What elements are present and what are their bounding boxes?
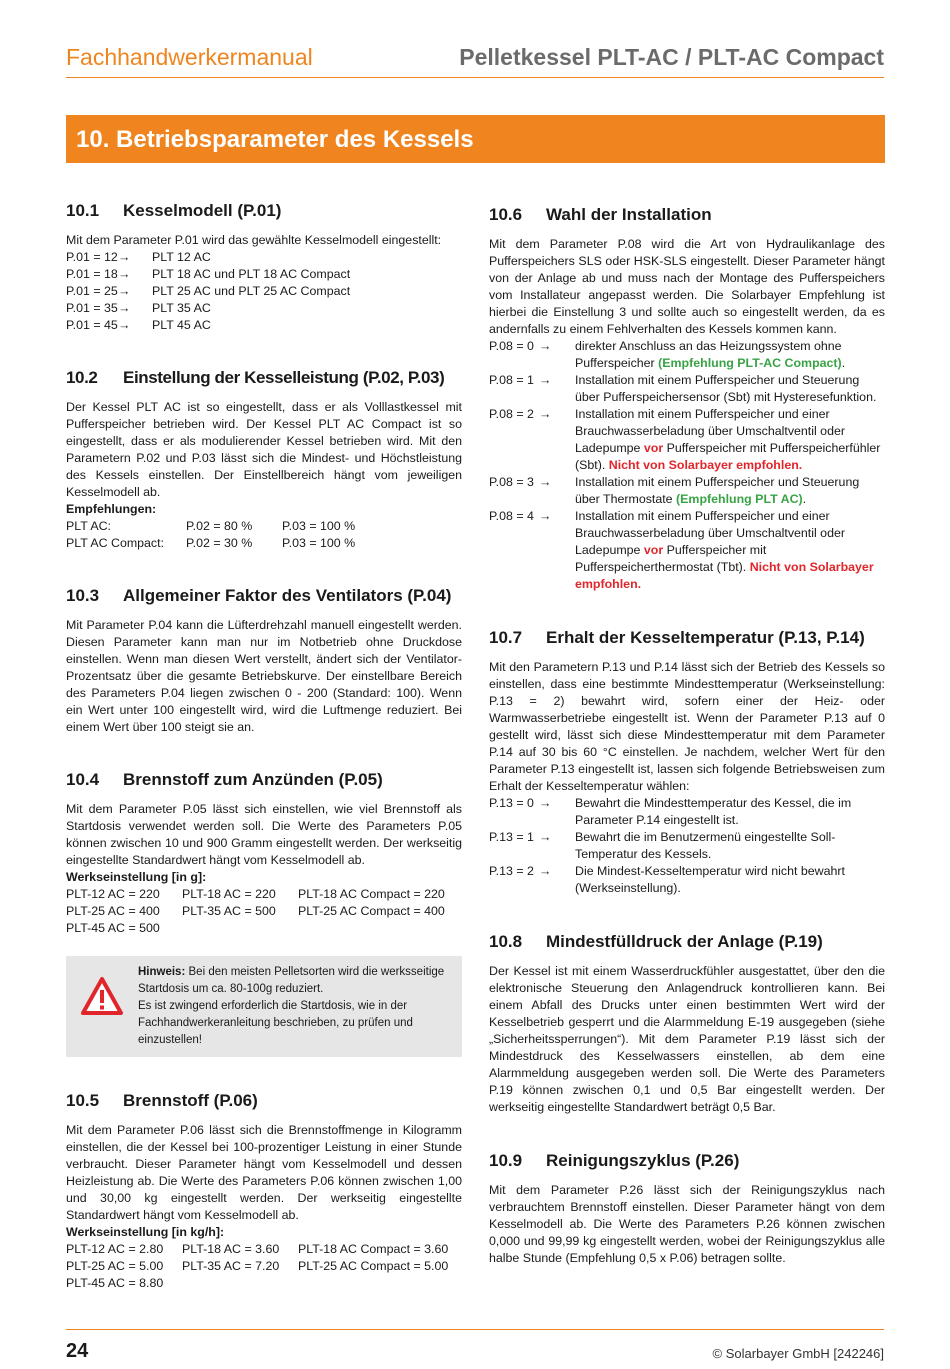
header-left-title: Fachhandwerkermanual [66, 44, 313, 70]
footer-divider [66, 1329, 884, 1330]
section-text: Mit den Parametern P.13 und P.14 lässt sich der Betrieb des Kessels so einstellen, dass eine bestimmte Mindesttemperatur (Werkseinstellung: P.13 = 2) bewahrt wird, sofern einer der Heiz- oder Warmwasserbetriebe eingestellt ist. Wenn der Parameter P.13 auf 0 gestellt wird, lässt sich diese Mindesttemperatur mit dem Parameter P.14 auf 30 bis 60 °C einstellen. Je nachdem, welcher Wert für den Parameter P.13 eingestellt ist, lassen sich folgende Betriebsweisen zum Erhalt der Kesseltemperatur wählen: [489, 660, 885, 793]
recommendations-table: PLT AC: P.02 = 80 % P.03 = 100 % PLT AC Compact: P.02 = 30 % P.03 = 100 % [66, 519, 356, 550]
list-item: P.01 = 12 → PLT 12 AC [66, 250, 211, 264]
warning-icon [80, 976, 124, 1016]
factory-values: PLT-12 AC = 2.80 PLT-18 AC = 3.60 PLT-18 AC Compact = 3.60 PLT-25 AC = 5.00 PLT-35 AC = 7.20 PLT-25 AC Compact = 5.00 PLT-45 AC = 8.80 [66, 1242, 449, 1290]
list-item: P.13 = 1 → Bewahrt die im Benutzermenü eingestellte Soll-Temperatur des Kessels. [489, 830, 836, 861]
section-text: Mit dem Parameter P.06 lässt sich die Brennstoffmenge in Kilogramm einstellen, die der Kessel bei 100-prozentiger Leistung in einer Stunde verbraucht. Dieser Parameter hängt vom Kesselmodell und dessen Heizleistung ab. Die Werte des Parameters P.06 können zwischen 1,00 und 30,00 kg eingestellt werden. Der werkseitig eingestellte Standardwert hängt vom Kesselmodell ab. [66, 1123, 462, 1222]
page-number: 24 [66, 1340, 89, 1362]
section-heading: 10.9 Reinigungszyklus (P.26) [489, 1151, 740, 1170]
section-heading: 10.5 Brennstoff (P.06) [66, 1091, 258, 1110]
section-heading: 10.3 Allgemeiner Faktor des Ventilators (P.04) [66, 586, 452, 605]
list-item: P.01 = 25 → PLT 25 AC und PLT 25 AC Compact [66, 284, 351, 298]
left-column [66, 200, 462, 1292]
list-item: P.01 = 18 → PLT 18 AC und PLT 18 AC Compact [66, 267, 351, 281]
list-item: P.08 = 3 → Installation mit einem Pufferspeicher und Steuerung über Thermostate (Empfehlung PLT AC). [489, 475, 860, 506]
list-item: P.08 = 1 → Installation mit einem Pufferspeicher und Steuerung über Pufferspeichersensor (Sbt) mit Hysteresefunktion. [489, 373, 877, 404]
section-text: Der Kessel PLT AC ist so eingestellt, dass er als Volllastkessel mit Pufferspeicher betrieben wird. Der Kessel PLT AC Compact ist so eingestellt, dass er als modulierender Kessel betrieben wird. Mit den Parametern P.02 und P.03 lässt sich die Mindest- und Höchstleistung des Kessels einstellen. Der Einstellbereich hängt vom jeweiligen Kesselmodell ab. [66, 400, 462, 499]
chapter-title: 10. Betriebsparameter des Kessels [76, 126, 474, 153]
section-heading: 10.7 Erhalt der Kesseltemperatur (P.13, P.14) [489, 628, 865, 647]
copyright: © Solarbayer GmbH [242246] [712, 1346, 884, 1361]
factory-label: Werkseinstellung [in kg/h]: [66, 1225, 225, 1239]
chapter-banner [66, 115, 885, 163]
section-heading: 10.4 Brennstoff zum Anzünden (P.05) [66, 770, 383, 789]
list-item: P.01 = 45 → PLT 45 AC [66, 318, 211, 332]
section-heading: 10.8 Mindestfülldruck der Anlage (P.19) [489, 932, 823, 951]
factory-label: Werkseinstellung [in g]: [66, 870, 207, 884]
list-item: P.13 = 2 → Die Mindest-Kesseltemperatur wird nicht bewahrt (Werkseinstellung). [489, 864, 845, 895]
section-heading: 10.2 Einstellung der Kesselleistung (P.02, P.03) [66, 368, 445, 387]
list-item: P.08 = 4 → Installation mit einem Pufferspeicher und einer Brauchwasserbeladung über Umschaltventil oder Ladepumpe vor Pufferspeicher mit Pufferspeicherthermostat (Tbt). Nicht von Solarbayer empfohlen. [489, 509, 874, 591]
section-text: Mit dem Parameter P.26 lässt sich der Reinigungszyklus nach verbrauchtem Brennstoff einstellen. Dieser Parameter hängt von dem Kesselmodell ab. Die Werte des Parameters P.26 können zwischen 0,000 und 99,99 kg eingestellt werden, wobei der Reinigungszyklus alle halbe Stunde (Empfehlung 0,5 x P.06) betragen sollte. [489, 1183, 885, 1265]
section-text: Mit dem Parameter P.01 wird das gewählte Kesselmodell eingestellt: [66, 233, 442, 247]
right-column [489, 204, 885, 1267]
list-item: P.08 = 0 → direkter Anschluss an das Heizungssystem ohne Pufferspeicher (Empfehlung PLT-AC Compact). [489, 339, 846, 370]
section-heading: 10.1 Kesselmodell (P.01) [66, 201, 282, 220]
list-item: P.13 = 0 → Bewahrt die Mindesttemperatur des Kessel, die im Parameter P.14 eingestellt ist. [489, 796, 852, 827]
warning-note: Hinweis: Bei den meisten Pelletsorten wird die werksseitige Startdosis um ca. 80-100g reduziert. Es ist zwingend erforderlich die Startdosis, wie in der Fachhandwerkeranleitung beschrieben, zu prüfen und einzustellen! [66, 956, 462, 1057]
section-text: Mit dem Parameter P.08 wird die Art von Hydraulikanlage des Pufferspeichers SLS oder HSK-SLS eingestellt. Dieser Parameter hängt von der Anlage ab und muss nach der Montage des Pufferspeichers vom Installateur angepasst werden. Die Solarbayer Empfehlung ist hierbei die Einstellung 3 und sollte auch so eingestellt werden, da es andernfalls zu einem Fehlverhalten des Kessels kommen kann. [489, 237, 885, 336]
header-divider [66, 77, 884, 78]
list-item: P.01 = 35 → PLT 35 AC [66, 301, 211, 315]
section-text: Mit Parameter P.04 kann die Lüfterdrehzahl manuell eingestellt werden. Diesen Parameter kann man nur im Notbetrieb ohne Druckdose einstellen. Wenn man diesen Wert verstellt, ändert sich der Ventilator-Prozentsatz über die gesamte Betriebskurve. Der einstellbare Bereich des Parameters P.04 liegen zwischen 0 - 200 (Standard: 100). Wenn ein Wert unter 100 eingestellt wird, wird die Luftmenge reduziert. Bei einem Wert über 100 steigt sie an. [66, 618, 462, 734]
list-item: P.08 = 2 → Installation mit einem Pufferspeicher und einer Brauchwasserbeladung über Umschaltventil oder Ladepumpe vor Pufferspeicher mit Pufferspeicherfühler (Sbt). Nicht von Solarbayer empfohlen. [489, 407, 881, 472]
section-text: Der Kessel ist mit einem Wasserdruckfühler ausgestattet, über den die elektronische Steuerung den Anlagendruck kontrollieren kann. Bei einem Abfall des Drucks unter einen bestimmten Wert wird der Kesselbetrieb gesperrt und die Alarmmeldung E-19 ausgegeben (siehe „Sicherheitssperrungen“). Mit dem Parameter P.19 lässt sich der Mindestdruck des Kesselwassers einstellen, ab dem eine Alarmmeldung ausgegeben werden soll. Die Werte des Parameters P.19 können zwischen 0,1 und 0,5 Bar eingestellt werden. Der werkseitig eingestellte Standardwert beträgt 0,5 Bar. [489, 964, 885, 1114]
header-right-title: Pelletkessel PLT-AC / PLT-AC Compact [459, 44, 884, 70]
section-text: Mit dem Parameter P.05 lässt sich einstellen, wie viel Brennstoff als Startdosis verwendet werden soll. Die Werte des Parameters P.05 können zwischen 10 und 900 Gramm eingestellt werden. Der werkseitig eingestellte Standardwert hängt vom Kesselmodell ab. [66, 802, 462, 867]
model-list [66, 249, 462, 334]
factory-values: PLT-12 AC = 220 PLT-18 AC = 220 PLT-18 AC Compact = 220 PLT-25 AC = 400 PLT-35 AC = 500 PLT-25 AC Compact = 400 PLT-45 AC = 500 [66, 887, 445, 935]
section-heading: 10.6 Wahl der Installation [489, 205, 712, 224]
recommendations-label: Empfehlungen: [66, 502, 157, 516]
